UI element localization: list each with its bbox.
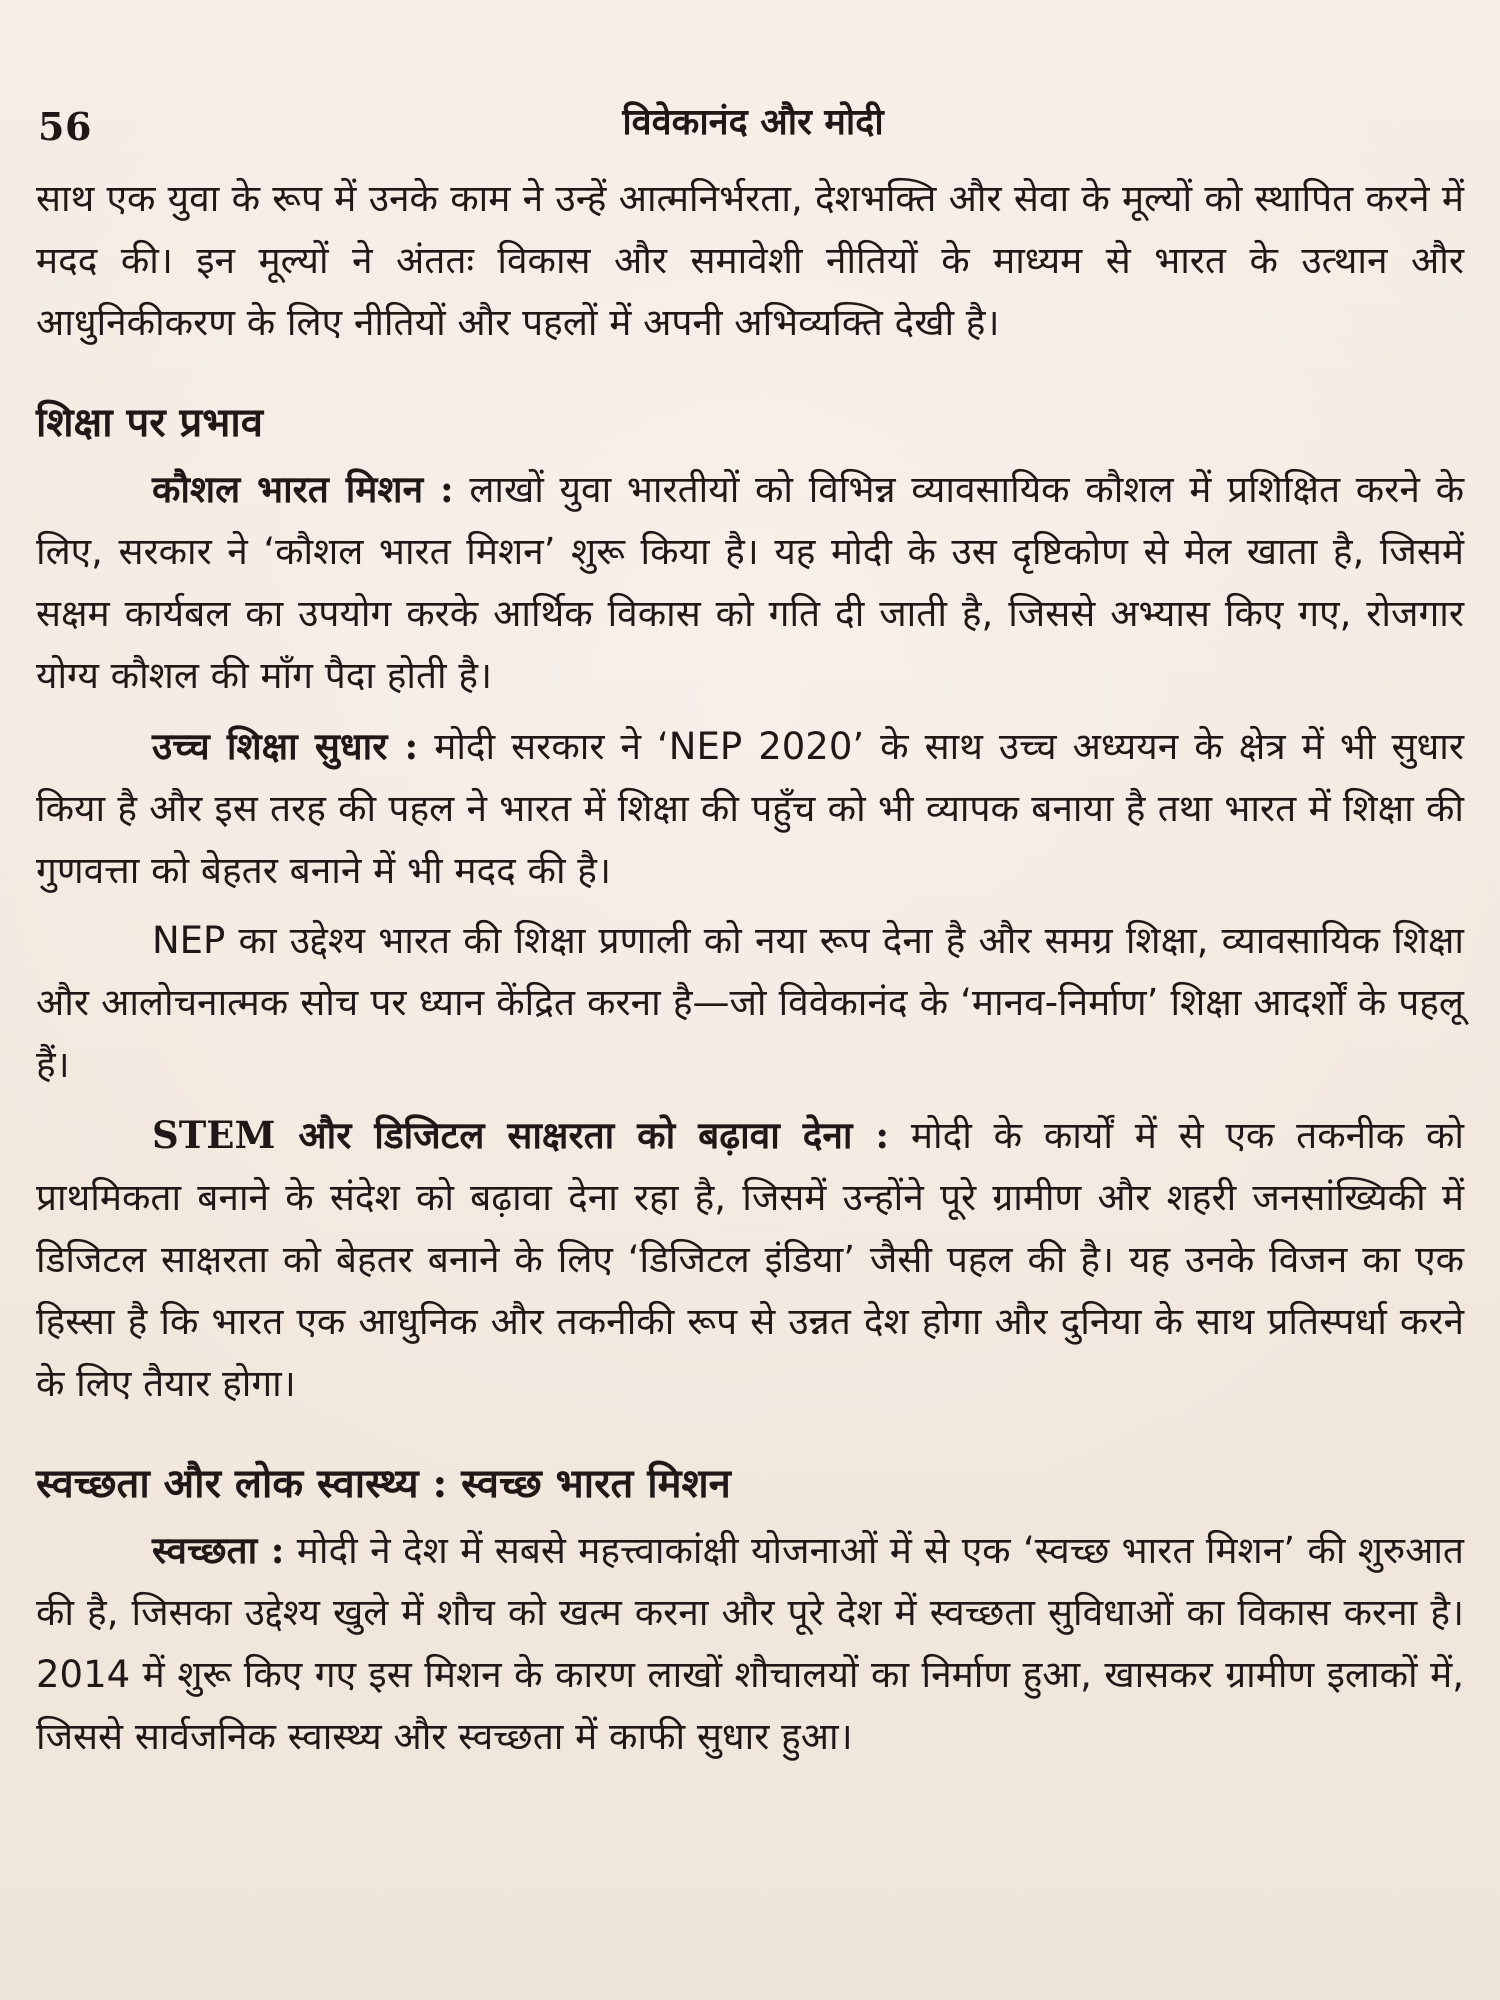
- running-title: विवेकानंद और मोदी: [622, 101, 884, 143]
- higher-education-text: मोदी सरकार ने ‘NEP 2020’ के साथ उच्च अध्ययन के क्षेत्र में भी सुधार किया है और इस तरह की पहल ने भारत में शिक्षा की पहुँच को भी व्यापक बनाया है तथा भारत में शिक्षा की गुणवत्ता को बेहतर बनाने में भी मदद की है।: [36, 725, 1464, 892]
- education-section-heading: शिक्षा पर प्रभाव: [36, 399, 264, 446]
- cleanliness-text: मोदी ने देश में सबसे महत्त्वाकांक्षी योजनाओं में से एक ‘स्वच्छ भारत मिशन’ की शुरुआत की है, जिसका उद्देश्य खुले में शौच को खत्म करना और पूरे देश में स्वच्छता सुविधाओं का विकास करना है। 2014 में शुरू किए गए इस मिशन के कारण लाखों शौचालयों का निर्माण हुआ, खासकर ग्रामीण इलाकों में, जिससे सार्वजनिक स्वास्थ्य और स्वच्छता में काफी सुधार हुआ।: [36, 1529, 1464, 1758]
- stem-digital-text: मोदी के कार्यों में से एक तकनीक को प्राथमिकता बनाने के संदेश को बढ़ावा देना रहा है, जिसमें उन्होंने पूरे ग्रामीण और शहरी जनसांख्यिकी में डिजिटल साक्षरता को बेहतर बनाने के लिए ‘डिजिटल इंडिया’ जैसी पहल की है। यह उनके विजन का एक हिस्सा है कि भारत एक आधुनिक और तकनीकी रूप से उन्नत देश होगा और दुनिया के साथ प्रतिस्पर्धा करने के लिए तैयार होगा।: [36, 1114, 1465, 1405]
- higher-education-paragraph: [36, 715, 1464, 902]
- skill-india-paragraph: [36, 458, 1464, 707]
- skill-india-lead: कौशल भारत मिशन :: [152, 467, 454, 511]
- nep-goal-paragraph: NEP का उद्देश्य भारत की शिक्षा प्रणाली को नया रूप देना है और समग्र शिक्षा, व्यावसायिक शिक्षा और आलोचनात्मक सोच पर ध्यान केंद्रित करना है—जो विवेकानंद के ‘मानव-निर्माण’ शिक्षा आदर्शों के पहलू हैं।: [36, 919, 1464, 1086]
- stem-digital-paragraph: [36, 1104, 1464, 1415]
- page-header: [38, 96, 1468, 148]
- page-number: 56: [38, 104, 92, 149]
- skill-india-text: लाखों युवा भारतीयों को विभिन्न व्यावसायिक कौशल में प्रशिक्षित करने के लिए, सरकार ने ‘कौशल भारत मिशन’ शुरू किया है। यह मोदी के उस दृष्टिकोण से मेल खाता है, जिसमें सक्षम कार्यबल का उपयोग करके आर्थिक विकास को गति दी जाती है, जिससे अभ्यास किए गए, रोजगार योग्य कौशल की माँग पैदा होती है।: [36, 468, 1464, 697]
- higher-education-lead: उच्च शिक्षा सुधार :: [152, 724, 419, 768]
- sanitation-section-heading: स्वच्छता और लोक स्वास्थ्य : स्वच्छ भारत मिशन: [36, 1460, 731, 1507]
- cleanliness-lead: स्वच्छता :: [152, 1528, 285, 1572]
- cleanliness-paragraph: [36, 1519, 1464, 1768]
- intro-paragraph: साथ एक युवा के रूप में उनके काम ने उन्हें आत्मनिर्भरता, देशभक्ति और सेवा के मूल्यों को स्थापित करने में मदद की। इन मूल्यों ने अंततः विकास और समावेशी नीतियों के माध्यम से भारत के उत्थान और आधुनिकीकरण के लिए नीतियों और पहलों में अपनी अभिव्यक्ति देखी है।: [36, 177, 1464, 344]
- stem-digital-lead: STEM और डिजिटल साक्षरता को बढ़ावा देना :: [152, 1113, 890, 1157]
- page-content: [36, 168, 1464, 1768]
